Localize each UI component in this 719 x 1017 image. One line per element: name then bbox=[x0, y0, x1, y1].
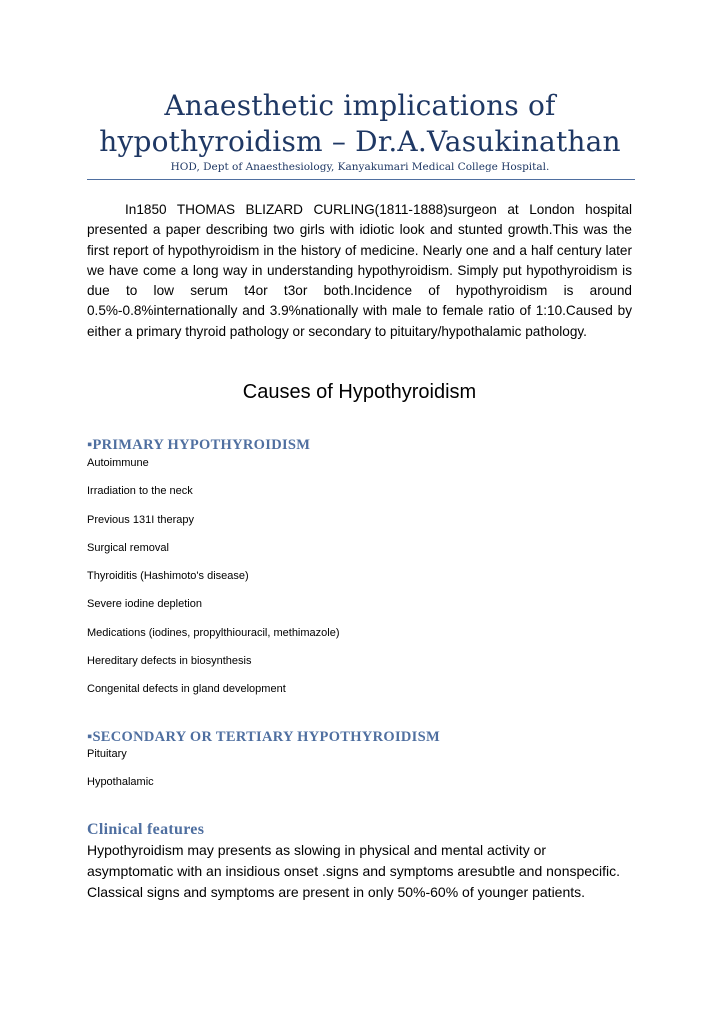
intro-paragraph: In1850 THOMAS BLIZARD CURLING(1811-1888)surgeon at London hospital presented a paper describing two girls with idiotic look and stunted growth.This was the first report of hypothyroidism in the history of medicine. Nearly one and a half century later we have come a long way in understanding hypothyroidism. Simply put hypothyroidism is due to low serum t4or t3or both.Incidence of hypothyroidism is around 0.5%-0.8%internationally and 3.9%nationally with male to female ratio of 1:10.Caused by either a primary thyroid pathology or secondary to pituitary/hypothalamic pathology. bbox=[87, 202, 632, 339]
primary-hypothyroidism-heading: ▪PRIMARY HYPOTHYROIDISM bbox=[87, 437, 311, 453]
title-divider bbox=[87, 179, 635, 180]
causes-heading: Causes of Hypothyroidism bbox=[242, 381, 477, 403]
list-item: Previous 131I therapy bbox=[87, 513, 195, 526]
secondary-hypothyroidism-heading: ▪SECONDARY OR TERTIARY HYPOTHYROIDISM bbox=[87, 729, 440, 745]
list-item: Medications (iodines, propylthiouracil, methimazole) bbox=[87, 626, 340, 639]
list-item: Congenital defects in gland development bbox=[87, 683, 286, 696]
list-item: Hypothalamic bbox=[87, 776, 154, 789]
list-item: Severe iodine depletion bbox=[87, 598, 202, 611]
document-title-line-1: Anaesthetic implications of bbox=[164, 89, 556, 122]
list-item: Irradiation to the neck bbox=[87, 485, 193, 498]
list-item: Surgical removal bbox=[87, 541, 169, 554]
clinical-features-heading: Clinical features bbox=[87, 821, 205, 838]
document-subtitle: HOD, Dept of Anaesthesiology, Kanyakumari Medical College Hospital. bbox=[170, 161, 550, 173]
primary-causes-list bbox=[87, 456, 340, 711]
list-item: Hereditary defects in biosynthesis bbox=[87, 655, 252, 668]
list-item: Pituitary bbox=[87, 748, 127, 760]
secondary-causes-list bbox=[87, 747, 154, 804]
list-item: Thyroiditis (Hashimoto's disease) bbox=[87, 570, 249, 583]
list-item: Autoimmune bbox=[87, 457, 149, 469]
clinical-features-paragraph: Hypothyroidism may presents as slowing in physical and mental activity or asymptomatic with an insidious onset .signs and symptoms aresubtle and nonspecific. Classical signs and symptoms are present in only 50%-60% of younger patients. bbox=[87, 842, 621, 900]
document-title-line-2: hypothyroidism – Dr.A.Vasukinathan bbox=[99, 125, 621, 158]
